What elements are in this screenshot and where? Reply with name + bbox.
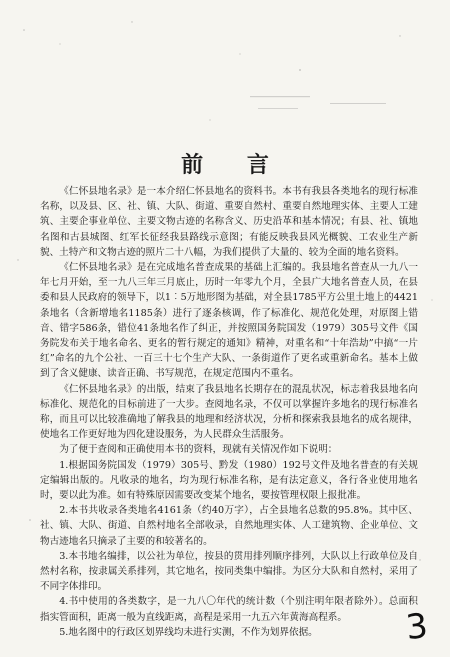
note-item: 5.地名图中的行政区划界线均未进行实测，不作为划界依据。 [59,626,318,638]
paragraph: 为了便于查阅和正确使用本书的资料，现就有关情况作如下说明： [59,444,338,456]
paragraph: 《仁怀县地名录》是在完成地名普查成果的基础上汇编的。我县地名普查从一九八一年七月开始，至一九八三年三月底止，历时一年零九个月，全县广大地名普查人员，在县委和县人民政府的领导下，以1︰5万地形图为基础，对全县1785平方公里土地上的4421条地名（含新增地名1185条）进行了逐条核调，作了标准化、规范化处理，对原图上错音、错字586条，错位41条地名作了纠正，并按照国务院国发（1979）305号文件《国务院发布关于地名命名、更名的暂行规定的通知》精神，对重名和“十年浩劫”中搞“一片红”命名的九个公社、一百三十七个生产大队、一条街道作了更名或重新命名。基本上做到了含义健康、读音正确、书写规范，在规定范围内不重名。 [40,262,418,380]
note-item: 2.本书共收录各类地名4161条（约40万字），占全县地名总数的95.8%。其中区、社、镇、大队、街道、自然村地名全部收录，自然地理实体、人工建筑物、企业单位、文物古迹地名只摘录了主要的和较著名的。 [40,505,418,547]
paragraph: 《仁怀县地名录》是一本介绍仁怀县地名的资料书。本书有我县各类地名的现行标准名称，以及县、区、社、镇、大队、街道、重要自然村、重要自然地理实体、主要人工建筑、主要企事业单位、主要文物古迹的名称含义、历史沿革和基本情况；有县、社、镇地名图和古县城图、红军长征经我县路线示意图；有能反映我县风光概貌、工农业生产新貌、土特产和文物古迹的照片二十八幅，为我们提供了大量的、较为全面的地名资料。 [40,186,418,258]
page-title: 前 言 [181,152,287,178]
preface-body [40,184,418,640]
note-item: 1.根据国务院国发（1979）305号、黔发（1980）192号文件及地名普查的有关规定编辑出版的。凡收录的地名，均为现行标准名称，是有法定意义，各行各业使用地名时，要以此为准。如有特殊原因需要改变某个地名，要按管理权限上报批准。 [40,459,418,502]
note-item: 4.书中使用的各类数字，是一九八〇年代的统计数（个别注明年限者除外）。总面积指实管面积，距离一般为直线距离，高程是采用一九五六年黄海高程系。 [40,596,418,623]
handwritten-page-mark: 3 [404,605,431,649]
note-item: 3.本书地名编排，以公社为单位，按县的贯用排列顺序排列，大队以上行政单位及自然村名称，按隶属关系排列，其它地名，按同类集中编排。为区分大队和自然村，采用了不同字体排印。 [40,550,418,593]
paragraph: 《仁怀县地名录》的出版，结束了我县地名长期存在的混乱状况，标志着我县地名向标准化、规范化的目标前进了一大步。查阅地名录，不仅可以掌握许多地名的现行标准名称，而且可以比较准确地了解我县的地理和经济状况，分析和探索我县地名的成名规律，使地名工作更好地为四化建设服务，为人民群众生活服务。 [40,383,418,441]
